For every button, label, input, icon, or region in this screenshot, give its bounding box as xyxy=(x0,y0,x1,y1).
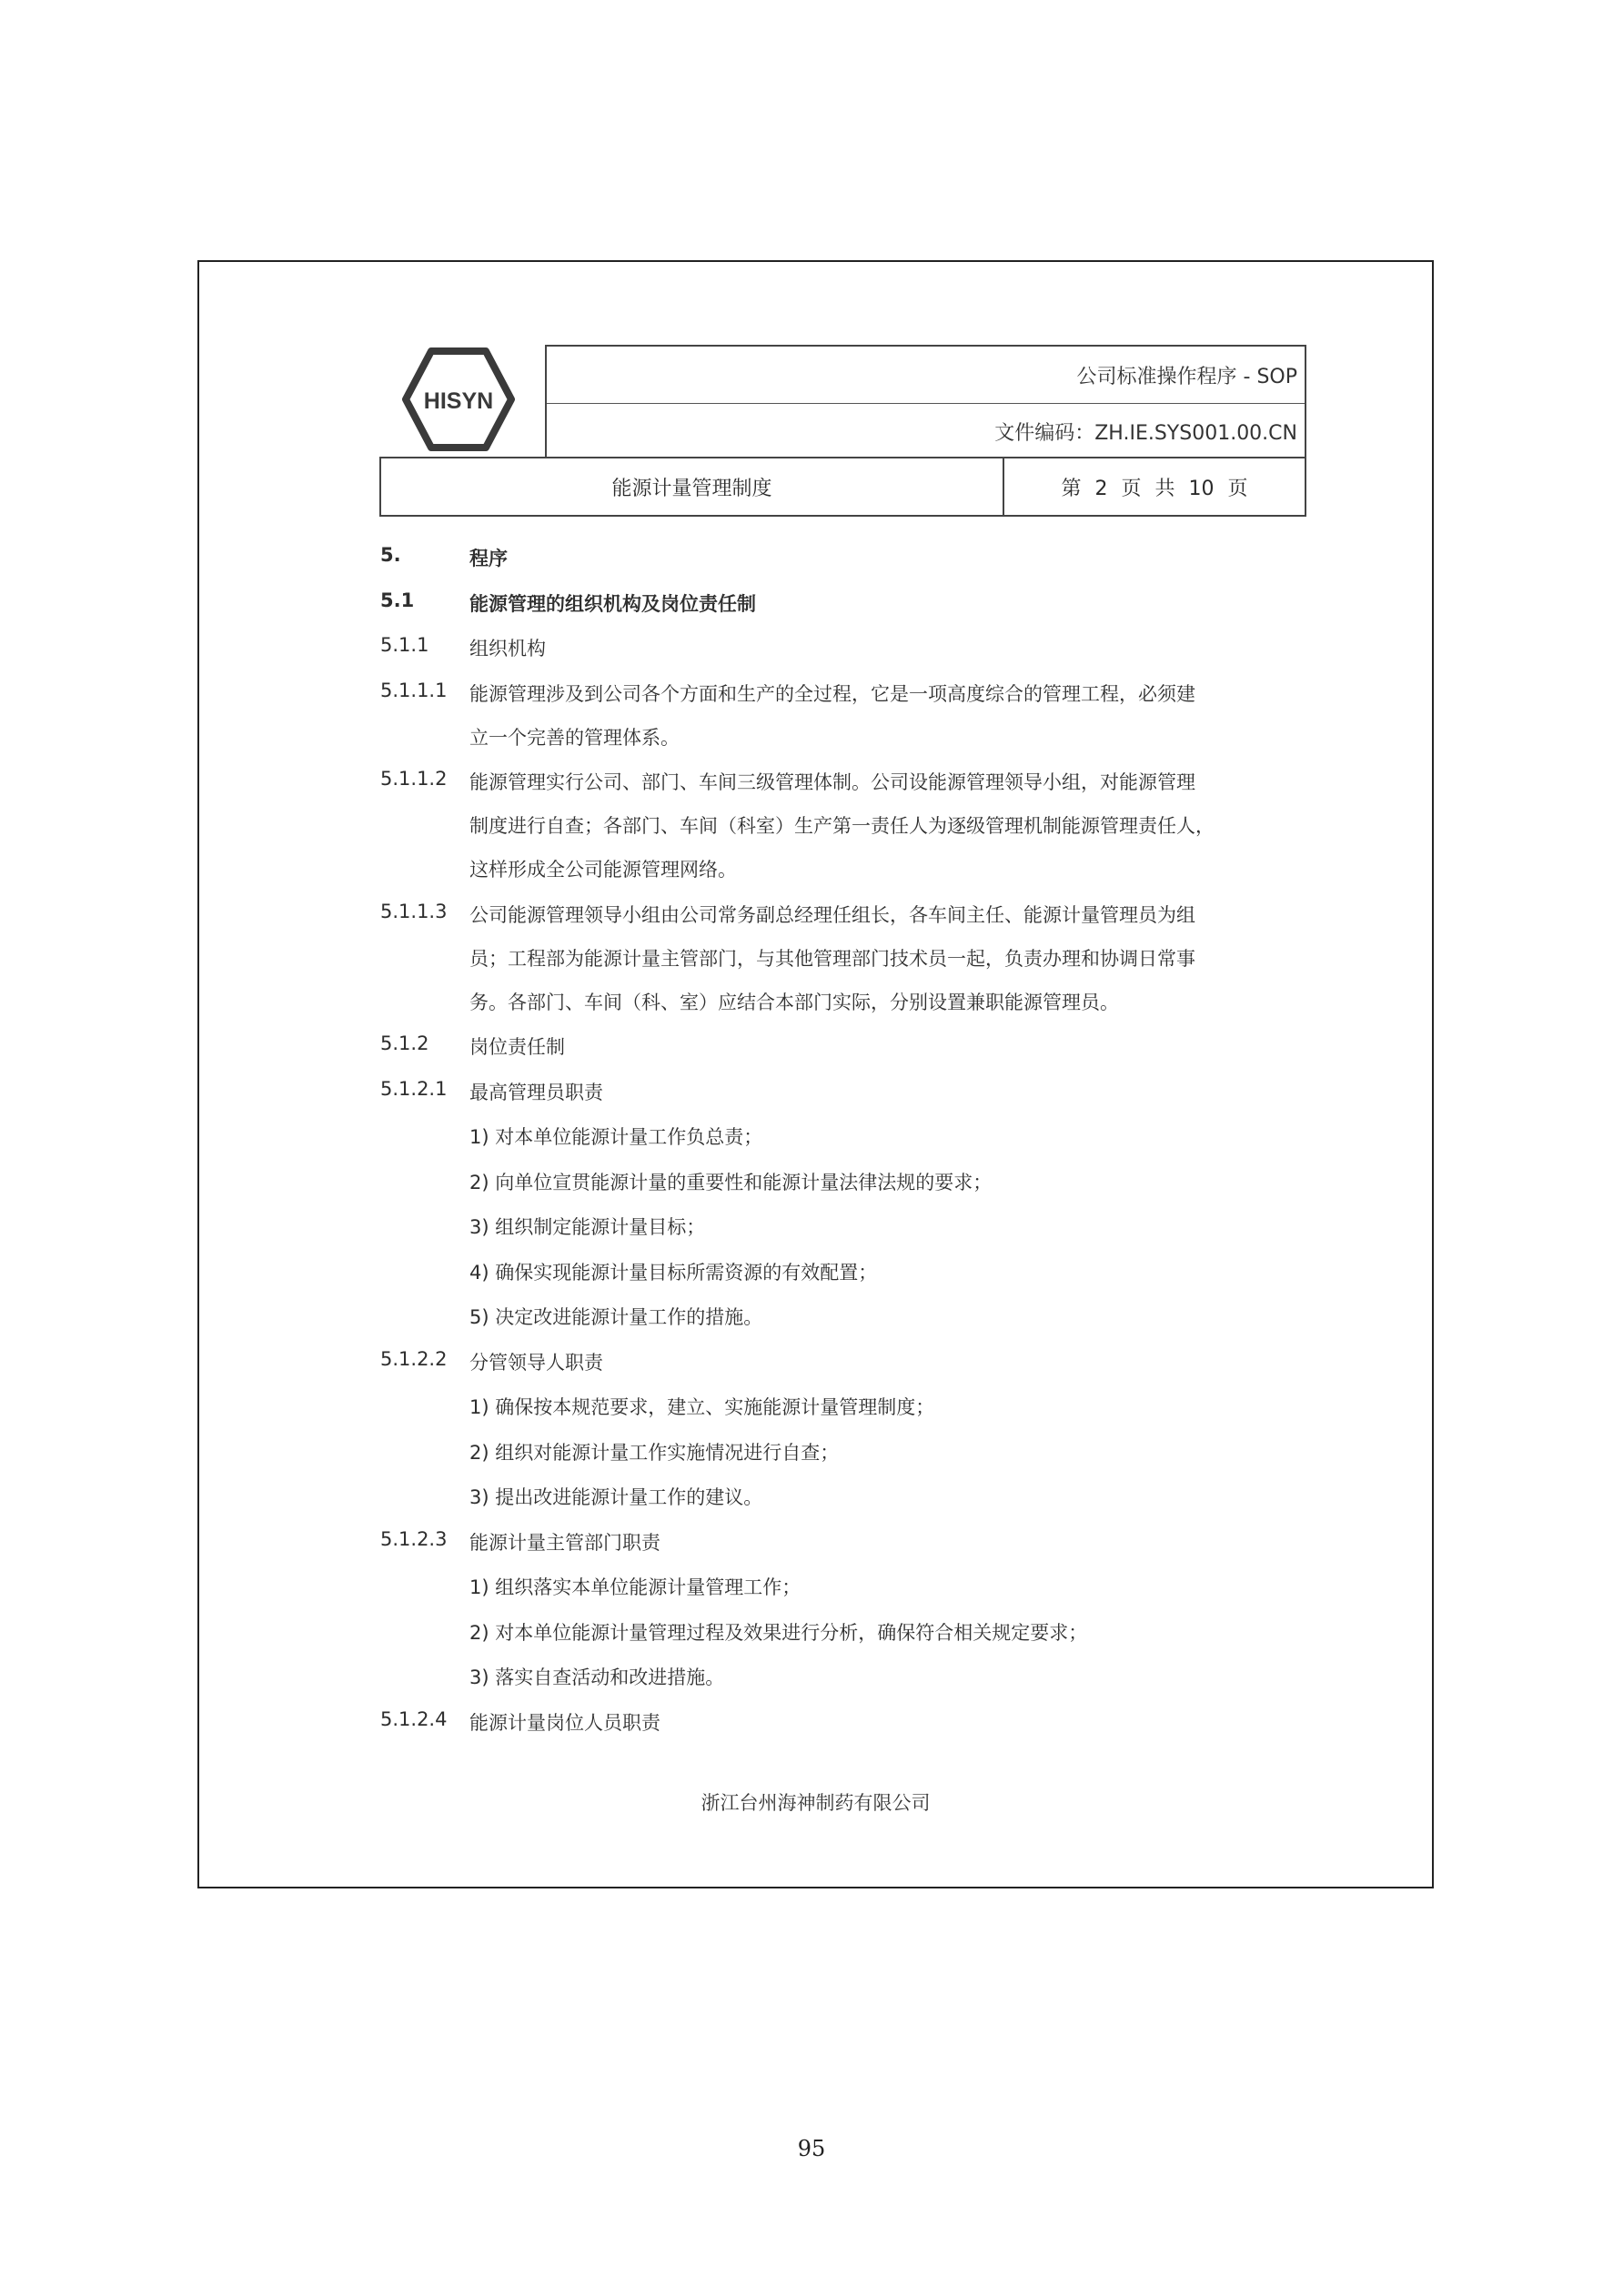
list-item-text: 3) 落实自查活动和改进措施。 xyxy=(469,1667,725,1688)
section-number: 5.1.1.3 xyxy=(380,900,448,922)
paragraph-line: 能源管理涉及到公司各个方面和生产的全过程，它是一项高度综合的管理工程，必须建 xyxy=(469,682,1195,705)
list-item xyxy=(380,1213,1308,1240)
paragraph-line: 公司能源管理领导小组由公司常务副总经理任组长，各车间主任、能源计量管理员为组 xyxy=(469,903,1195,926)
section-heading: 能源计量主管部门职责 xyxy=(469,1531,660,1554)
list-item xyxy=(380,1663,1308,1690)
section-heading: 程序 xyxy=(469,548,508,569)
section-number: 5.1.2.3 xyxy=(380,1527,448,1550)
list-item xyxy=(380,1438,1308,1465)
title-row xyxy=(379,457,1306,517)
list-item-text: 3) 提出改进能源计量工作的建议。 xyxy=(469,1486,763,1508)
list-item-text: 3) 组织制定能源计量目标； xyxy=(469,1216,706,1238)
list-item xyxy=(380,1393,1308,1420)
footer-company: 浙江台州海神制药有限公司 xyxy=(701,1792,931,1814)
section-row xyxy=(380,1032,1308,1060)
list-item xyxy=(380,1483,1308,1510)
section-number: 5.1.2.1 xyxy=(380,1077,448,1100)
paragraph-line: 员；工程部为能源计量主管部门，与其他管理部门技术员一起，负责办理和协调日常事 xyxy=(469,947,1195,970)
section-number: 5. xyxy=(380,544,401,566)
section-row xyxy=(380,589,1308,617)
list-item-text: 2) 对本单位能源计量管理过程及效果进行分析，确保符合相关规定要求； xyxy=(469,1621,1088,1644)
section-heading: 组织机构 xyxy=(469,638,546,660)
company-logo xyxy=(400,346,517,453)
logo-text: HISYN xyxy=(423,388,494,414)
doc-code: 文件编码：ZH.IE.SYS001.00.CN xyxy=(994,422,1297,445)
list-item xyxy=(380,1303,1308,1330)
section-number: 5.1.1.1 xyxy=(380,679,448,701)
list-item-text: 5) 决定改进能源计量工作的措施。 xyxy=(469,1306,763,1328)
section-row xyxy=(380,1528,1308,1556)
section-number: 5.1.1.2 xyxy=(380,768,448,790)
paragraph-line: 务。各部门、车间（科、室）应结合本部门实际，分别设置兼职能源管理员。 xyxy=(469,991,1119,1013)
section-heading: 能源管理的组织机构及岗位责任制 xyxy=(469,592,756,615)
section-heading: 能源计量岗位人员职责 xyxy=(469,1711,660,1734)
section-row xyxy=(380,544,1308,571)
section-row xyxy=(380,1348,1308,1375)
list-item xyxy=(380,1123,1308,1150)
paragraph-line: 立一个完善的管理体系。 xyxy=(469,726,680,749)
section-heading: 岗位责任制 xyxy=(469,1036,565,1058)
doc-title: 能源计量管理制度 xyxy=(381,458,1004,515)
list-item-text: 2) 组织对能源计量工作实施情况进行自查； xyxy=(469,1441,840,1464)
paragraph-line: 能源管理实行公司、部门、车间三级管理体制。公司设能源管理领导小组，对能源管理 xyxy=(469,771,1195,793)
list-item xyxy=(380,1573,1308,1600)
section-row xyxy=(380,634,1308,661)
page-number: 95 xyxy=(797,2136,826,2161)
list-item-text: 1) 组织落实本单位能源计量管理工作； xyxy=(469,1576,801,1598)
section-heading: 最高管理员职责 xyxy=(469,1081,603,1103)
list-item xyxy=(380,1618,1308,1646)
paragraph-line: 这样形成全公司能源管理网络。 xyxy=(469,859,737,881)
list-item xyxy=(380,1258,1308,1285)
hexagon-logo-icon xyxy=(400,346,517,453)
paragraph-line: 制度进行自查；各部门、车间（科室）生产第一责任人为逐级管理机制能源管理责任人， xyxy=(469,815,1215,837)
list-item xyxy=(380,1168,1308,1195)
section-row xyxy=(380,1078,1308,1105)
list-item-text: 1) 对本单位能源计量工作负总责； xyxy=(469,1126,763,1148)
page-info: 第 2 页 共 10 页 xyxy=(1061,477,1248,500)
doc-type: 公司标准操作程序 - SOP xyxy=(1076,366,1297,388)
section-number: 5.1.2.2 xyxy=(380,1347,448,1370)
section-number: 5.1.2.4 xyxy=(380,1707,448,1730)
list-item-text: 4) 确保实现能源计量目标所需资源的有效配置； xyxy=(469,1261,878,1284)
section-number: 5.1 xyxy=(380,589,415,611)
header-box xyxy=(545,345,1306,458)
header-divider xyxy=(547,403,1305,404)
section-number: 5.1.1 xyxy=(380,634,429,656)
section-heading: 分管领导人职责 xyxy=(469,1351,603,1374)
section-row xyxy=(380,1708,1308,1736)
list-item-text: 2) 向单位宣贯能源计量的重要性和能源计量法律法规的要求； xyxy=(469,1171,993,1193)
section-number: 5.1.2 xyxy=(380,1032,429,1054)
list-item-text: 1) 确保按本规范要求，建立、实施能源计量管理制度； xyxy=(469,1396,935,1418)
